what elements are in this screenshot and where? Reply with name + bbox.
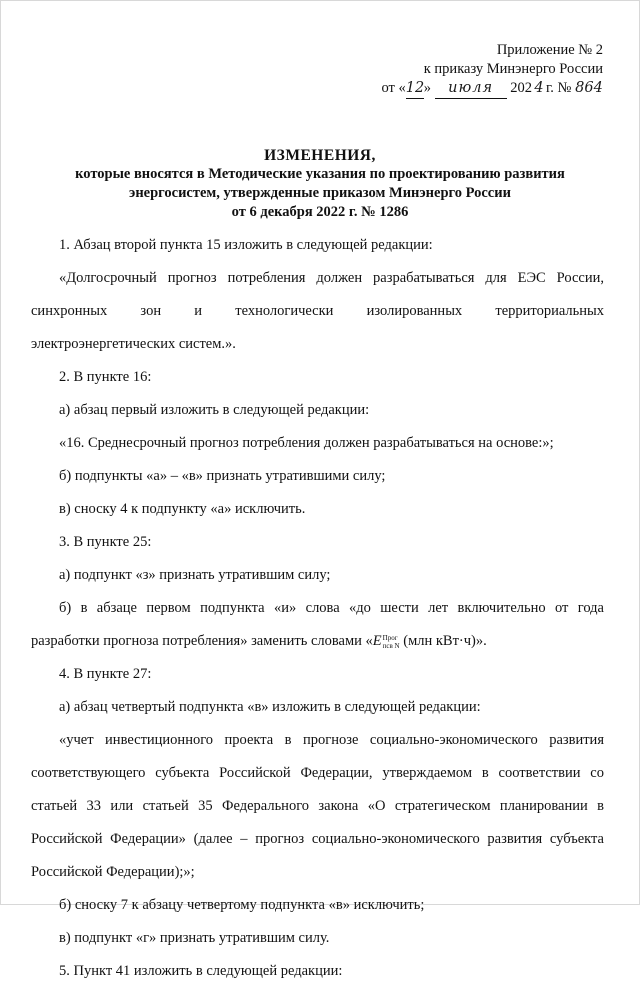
appendix-header	[381, 41, 603, 99]
paragraph-5: «16. Среднесрочный прогноз потребления должен разрабатываться на основе:»;	[59, 435, 554, 451]
formula-superscript: Прог	[382, 633, 398, 642]
year-suffix: г. №	[545, 80, 572, 96]
formula-subscript: псв N	[382, 641, 400, 650]
paragraph-16: 5. Пункт 41 изложить в следующей редакции:	[59, 963, 343, 979]
paragraph-11: 4. В пункте 27:	[59, 666, 152, 682]
paragraph-2-line-2: синхронных зон и технологически изолированных территориальных	[31, 303, 604, 319]
paragraph-10-line-2	[31, 629, 604, 653]
appendix-reference: к приказу Минэнерго России	[423, 61, 603, 77]
handwritten-month: июля	[435, 79, 507, 99]
handwritten-order-number: 864	[575, 80, 603, 96]
formula-energy-symbol: E	[372, 633, 382, 649]
paragraph-2-line-3: электроэнергетических систем.».	[31, 336, 236, 352]
paragraph-7: в) сноску 4 к подпункту «а» исключить.	[59, 501, 306, 517]
paragraph-10-text: разработки прогноза потребления» заменить словами «	[31, 633, 373, 649]
paragraph-13-line-1: «учет инвестиционного проекта в прогнозе социально-экономического развития	[59, 732, 604, 748]
paragraph-9: а) подпункт «з» признать утратившим силу;	[59, 567, 331, 583]
handwritten-day: 12	[406, 79, 424, 99]
paragraph-15: в) подпункт «г» признать утратившим силу.	[59, 930, 330, 946]
paragraph-1: 1. Абзац второй пункта 15 изложить в следующей редакции:	[59, 237, 433, 253]
paragraph-2-line-1: «Долгосрочный прогноз потребления должен разрабатываться для ЕЭС России,	[59, 270, 604, 286]
paragraph-13-line-3: статьей 33 или статьей 35 Федерального закона «О стратегическом планировании в	[31, 798, 604, 814]
date-prefix: от «	[381, 80, 406, 96]
handwritten-year: 4	[534, 80, 544, 96]
paragraph-8: 3. В пункте 25:	[59, 534, 152, 550]
title-line-2: которые вносятся в Методические указания по проектированию развития	[75, 166, 565, 182]
order-date-number	[381, 79, 603, 99]
paragraph-10-tail: (млн кВт·ч)».	[399, 633, 487, 649]
paragraph-13-line-2: соответствующего субъекта Российской Федерации, утверждаемом в соответствии со	[31, 765, 604, 781]
paragraph-14: б) сноску 7 к абзацу четвертому подпункта «в» исключить;	[59, 897, 425, 913]
paragraph-4: а) абзац первый изложить в следующей редакции:	[59, 402, 370, 418]
paragraph-10-line-1: б) в абзаце первом подпункта «и» слова «до шести лет включительно от года	[59, 600, 604, 616]
appendix-title: Приложение № 2	[496, 42, 603, 58]
title-line-4: от 6 декабря 2022 г. № 1286	[231, 204, 409, 220]
title-line-3: энергосистем, утвержденные приказом Минэнерго России	[129, 185, 511, 201]
year-prefix: 202	[510, 80, 532, 96]
paragraph-12: а) абзац четвертый подпункта «в» изложить в следующей редакции:	[59, 699, 481, 715]
paragraph-3: 2. В пункте 16:	[59, 369, 152, 385]
date-mid: »	[423, 80, 431, 96]
paragraph-13-line-4: Российской Федерации» (далее – прогноз социально-экономического развития субъекта	[31, 831, 604, 847]
paragraph-13-line-5: Российской Федерации);»;	[31, 864, 195, 880]
formula-indices	[383, 634, 400, 650]
title-heading: ИЗМЕНЕНИЯ,	[264, 147, 376, 164]
paragraph-6: б) подпункты «а» – «в» признать утратившими силу;	[59, 468, 386, 484]
document-body	[31, 233, 604, 983]
document-title	[41, 146, 599, 222]
